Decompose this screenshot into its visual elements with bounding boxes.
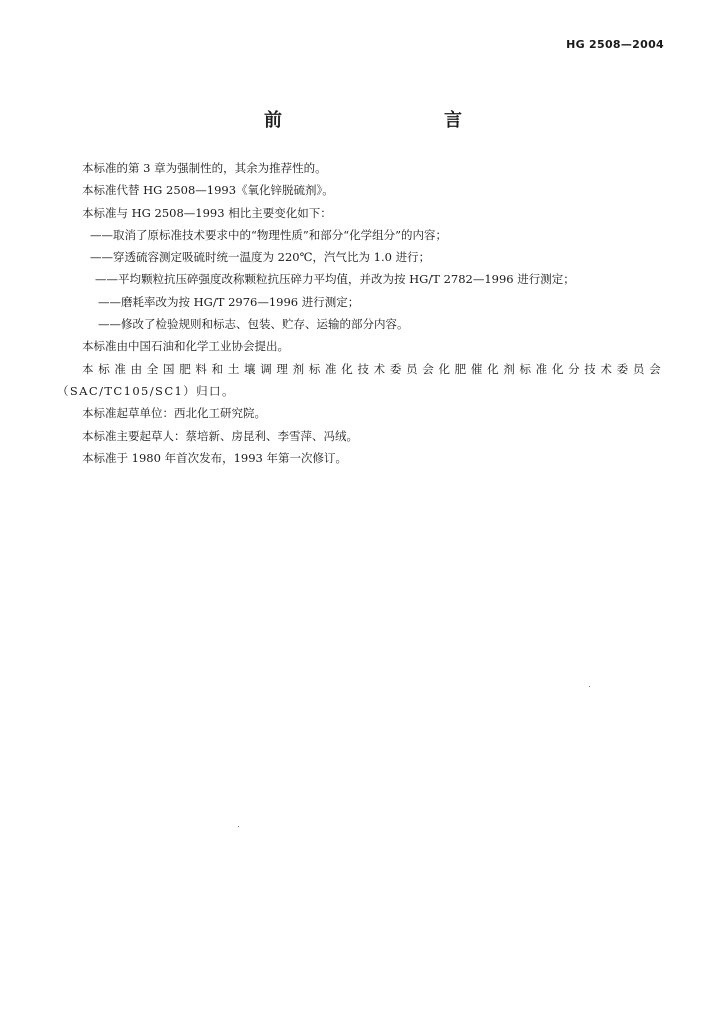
list-item-change-5: ——修改了检验规则和标志、包装、贮存、运输的部分内容。 bbox=[98, 317, 409, 332]
scan-speck bbox=[589, 686, 590, 687]
list-item-change-4: ——磨耗率改为按 HG/T 2976—1996 进行测定； bbox=[98, 294, 360, 309]
standard-number: HG 2508—2004 bbox=[566, 38, 664, 51]
paragraph-drafting-unit: 本标准起草单位：西北化工研究院。 bbox=[82, 406, 266, 421]
scan-speck bbox=[238, 826, 239, 827]
paragraph-replaces: 本标准代替 HG 2508—1993《氧化锌脱硫剂》。 bbox=[82, 183, 334, 198]
paragraph-drafters: 本标准主要起草人：蔡培新、房昆利、李雪萍、冯绒。 bbox=[82, 428, 358, 443]
list-item-change-2: ——穿透硫容测定吸硫时统一温度为 220℃，汽气比为 1.0 进行； bbox=[90, 250, 431, 265]
paragraph-mandatory-clause: 本标准的第 3 章为强制性的，其余为推荐性的。 bbox=[82, 161, 327, 175]
foreword-body bbox=[57, 157, 662, 469]
paragraph-technical-committee: 本标准由全国肥料和土壤调理剂标准化技术委员会化肥催化剂标准化分技术委员会（SAC/TC105/SC1）归口。 bbox=[57, 361, 662, 398]
list-item-change-1: ——取消了原标准技术要求中的“物理性质”和部分“化学组分”的内容； bbox=[90, 227, 448, 242]
list-item-change-3: ——平均颗粒抗压碎强度改称颗粒抗压碎力平均值，并改为按 HG/T 2782—1996 进行测定； bbox=[95, 272, 575, 287]
paragraph-history: 本标准于 1980 年首次发布，1993 年第一次修订。 bbox=[82, 450, 347, 465]
paragraph-changes-intro: 本标准与 HG 2508—1993 相比主要变化如下： bbox=[82, 205, 332, 220]
page-title: 前 言 bbox=[264, 110, 504, 131]
paragraph-proposed-by: 本标准由中国石油和化学工业协会提出。 bbox=[82, 339, 289, 354]
